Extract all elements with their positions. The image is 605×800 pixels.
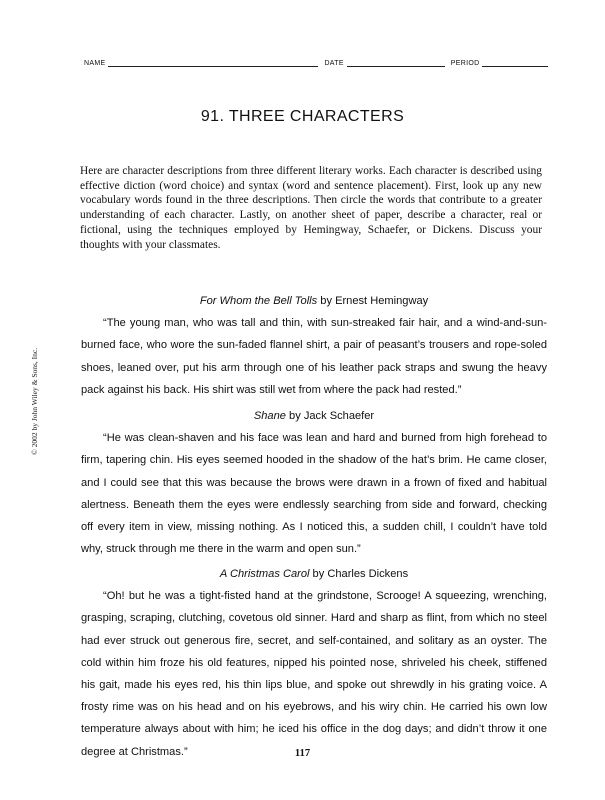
excerpt-heading xyxy=(81,405,547,427)
author-byline: by Jack Schaefer xyxy=(285,410,375,422)
student-info-header xyxy=(84,55,549,67)
excerpt-text: “The young man, who was tall and thin, with sun-streaked fair hair, and a wind-and-sun-burned face, who wore the sun-faded flannel shirt, a pair of peasant’s trousers and rope-soled shoes, leaned over, put his arm through one of his leather pack straps and swung the heavy pack against his back. His shirt was still wet from where the pack had rested.” xyxy=(81,317,547,396)
excerpt-text: “Oh! but he was a tight-fisted hand at the grindstone, Scrooge! A squeezing, wrenching, grasping, scraping, clutching, covetous old sinner. Hard and sharp as flint, from which no steel had ever struck out generous fire, secret, and self-contained, and solitary as an oyster. The cold within him froze his old features, nipped his pointed nose, shriveled his cheek, stiffened his gait, made his eyes red, his thin lips blue, and spoke out shrewdly in his grating voice. A frosty rime was on his head and on his eyebrows, and his wiry chin. He carried his own low temperature always about with him; he iced his office in the dog days; and didn’t throw it one degree at Christmas.” xyxy=(81,590,547,758)
period-field[interactable] xyxy=(482,58,548,67)
name-label: NAME xyxy=(84,60,106,67)
page-title: 91. THREE CHARACTERS xyxy=(200,108,405,125)
date-field[interactable] xyxy=(347,58,445,67)
excerpt-text: “He was clean-shaven and his face was lean and hard and burned from high forehead to firm, tapering chin. His eyes seemed hooded in the shadow of the hat’s brim. He came closer, and I could see that this was because the brows were drawn in a frown of fixed and habitual alertness. Beneath them the eyes were endlessly searching from side and forward, checking off every item in view, missing nothing. As I noticed this, a sudden chill, I couldn’t have told why, struck through me there in the warm and open sun.” xyxy=(81,432,547,556)
period-label: PERIOD xyxy=(450,60,480,67)
work-title: Shane xyxy=(253,410,286,422)
excerpt-hemingway xyxy=(81,290,547,401)
excerpt-dickens xyxy=(81,563,547,763)
date-label: DATE xyxy=(324,60,344,67)
name-field[interactable] xyxy=(108,58,318,67)
copyright-notice: © 2002 by John Wiley & Sons, Inc. xyxy=(30,347,39,455)
excerpt-heading xyxy=(81,290,547,312)
page-number: 117 xyxy=(294,748,311,759)
instructions-paragraph: Here are character descriptions from three different literary works. Each character is described using effective diction (word choice) and syntax (word and sentence placement). First, look up any new vocabulary words found in the three descriptions. Then circle the words that contribute to a greater understanding of each character. Lastly, on another sheet of paper, describe a character, real or fictional, using the techniques employed by Hemingway, Schaefer, or Dickens. Discuss your thoughts with your classmates. xyxy=(80,165,542,251)
work-title: A Christmas Carol xyxy=(219,568,310,580)
work-title: For Whom the Bell Tolls xyxy=(199,295,318,307)
author-byline: by Charles Dickens xyxy=(309,568,409,580)
excerpt-heading xyxy=(81,563,547,585)
author-byline: by Ernest Hemingway xyxy=(317,295,429,307)
excerpt-schaefer xyxy=(81,405,547,560)
